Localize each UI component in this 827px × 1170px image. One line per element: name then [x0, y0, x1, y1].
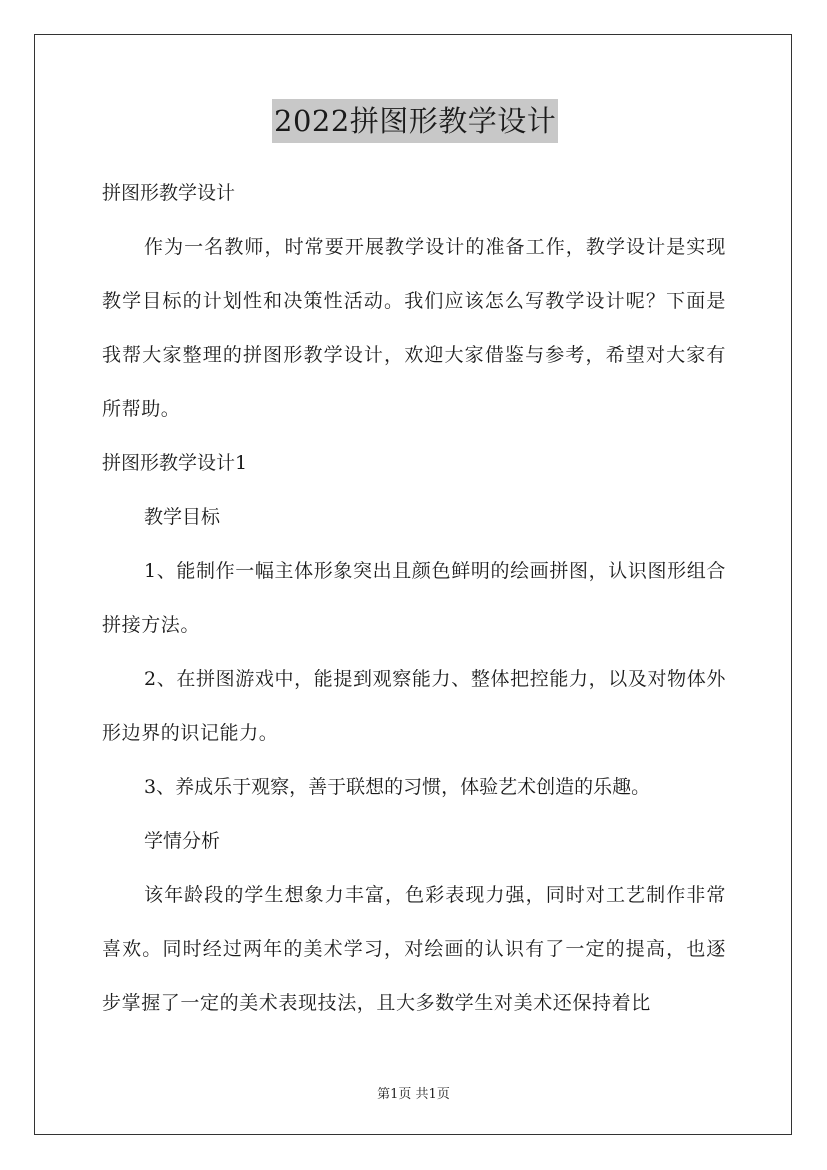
- analysis-paragraph: 该年龄段的学生想象力丰富，色彩表现力强，同时对工艺制作非常喜欢。同时经过两年的美术学习，对绘画的认识有了一定的提高，也逐步掌握了一定的美术表现技法，且大多数学生对美术还保持着比: [102, 884, 726, 1014]
- document-subtitle: 拼图形教学设计: [102, 182, 236, 204]
- goal-item-1: 1、能制作一幅主体形象突出且颜色鲜明的绘画拼图，认识图形组合拼接方法。: [102, 560, 726, 636]
- page-footer: 第1页 共1页: [377, 1087, 450, 1102]
- section-title: 拼图形教学设计1: [102, 452, 248, 474]
- document-title: 2022拼图形教学设计: [272, 99, 558, 143]
- analysis-heading: 学情分析: [144, 830, 221, 852]
- goals-heading: 教学目标: [144, 506, 221, 528]
- goal-item-3: 3、养成乐于观察，善于联想的习惯，体验艺术创造的乐趣。: [144, 776, 651, 798]
- goal-item-2: 2、在拼图游戏中，能提到观察能力、整体把控能力，以及对物体外形边界的识记能力。: [102, 668, 726, 744]
- intro-paragraph: 作为一名教师，时常要开展教学设计的准备工作，教学设计是实现教学目标的计划性和决策性活动。我们应该怎么写教学设计呢？下面是我帮大家整理的拼图形教学设计，欢迎大家借鉴与参考，希望对大家有所帮助。: [102, 236, 726, 420]
